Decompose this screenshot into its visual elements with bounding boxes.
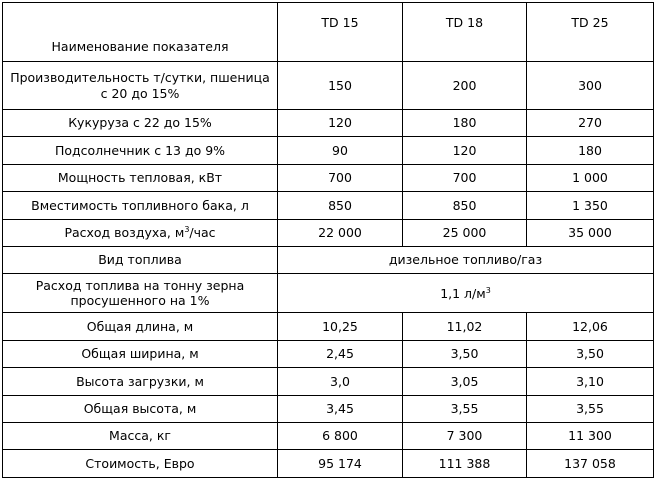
cell-value: 3,55	[403, 395, 527, 422]
cell-value: 3,50	[403, 340, 527, 367]
cell-value: 22 000	[278, 219, 403, 246]
cell-value: 180	[527, 137, 654, 164]
table-row	[3, 246, 654, 273]
table-row	[3, 192, 654, 219]
merged-value-text: 1,1 л/м	[440, 285, 486, 301]
cell-value: 850	[403, 192, 527, 219]
table-row	[3, 395, 654, 422]
row-label-text: Расход воздуха, м	[64, 224, 185, 240]
cell-value: 3,0	[278, 368, 403, 395]
table-row	[3, 340, 654, 367]
specs-table	[2, 2, 654, 478]
table-row	[3, 164, 654, 191]
cell-value: 3,50	[527, 340, 654, 367]
table-row	[3, 110, 654, 137]
cell-value: 6 800	[278, 422, 403, 449]
cell-value: 180	[403, 110, 527, 137]
cell-value: 3,10	[527, 368, 654, 395]
header-cell-td18: TD 18	[403, 3, 527, 62]
table-row	[3, 62, 654, 110]
cell-value: 95 174	[278, 450, 403, 477]
row-label: Мощность тепловая, кВт	[3, 164, 278, 191]
cell-value: 11 300	[527, 422, 654, 449]
cell-value: 1 350	[527, 192, 654, 219]
cell-value: 270	[527, 110, 654, 137]
table-row	[3, 313, 654, 340]
row-label: Общая ширина, м	[3, 340, 278, 367]
cell-value: 35 000	[527, 219, 654, 246]
cell-value: 1 000	[527, 164, 654, 191]
cell-value: 120	[278, 110, 403, 137]
merged-cell-value	[278, 274, 654, 313]
merged-cell-value: дизельное топливо/газ	[278, 246, 654, 273]
cell-value: 137 058	[527, 450, 654, 477]
table-row	[3, 219, 654, 246]
table-row	[3, 450, 654, 477]
table-row	[3, 274, 654, 313]
row-label: Производительность т/сутки, пшеница с 20 до 15%	[3, 62, 278, 110]
cell-value: 120	[403, 137, 527, 164]
row-label: Кукуруза с 22 до 15%	[3, 110, 278, 137]
row-label: Масса, кг	[3, 422, 278, 449]
row-label: Вместимость топливного бака, л	[3, 192, 278, 219]
superscript-3: 3	[485, 285, 491, 295]
table-header-row	[3, 3, 654, 62]
superscript-3: 3	[184, 224, 190, 234]
table-row	[3, 137, 654, 164]
cell-value: 850	[278, 192, 403, 219]
cell-value: 11,02	[403, 313, 527, 340]
cell-value: 2,45	[278, 340, 403, 367]
row-label: Расход топлива на тонну зерна просушенного на 1%	[3, 274, 278, 313]
row-label: Стоимость, Евро	[3, 450, 278, 477]
cell-value: 150	[278, 62, 403, 110]
cell-value: 10,25	[278, 313, 403, 340]
row-label: Высота загрузки, м	[3, 368, 278, 395]
cell-value: 200	[403, 62, 527, 110]
table-row	[3, 368, 654, 395]
header-cell-td15: TD 15	[278, 3, 403, 62]
row-label	[3, 219, 278, 246]
cell-value: 3,55	[527, 395, 654, 422]
cell-value: 3,05	[403, 368, 527, 395]
row-label: Вид топлива	[3, 246, 278, 273]
header-cell-indicator: Наименование показателя	[3, 3, 278, 62]
cell-value: 90	[278, 137, 403, 164]
row-label: Общая длина, м	[3, 313, 278, 340]
row-label: Общая высота, м	[3, 395, 278, 422]
row-label: Подсолнечник с 13 до 9%	[3, 137, 278, 164]
cell-value: 111 388	[403, 450, 527, 477]
cell-value: 25 000	[403, 219, 527, 246]
row-label-unit: /час	[189, 224, 216, 240]
cell-value: 12,06	[527, 313, 654, 340]
cell-value: 700	[403, 164, 527, 191]
cell-value: 700	[278, 164, 403, 191]
cell-value: 300	[527, 62, 654, 110]
cell-value: 7 300	[403, 422, 527, 449]
header-cell-td25: TD 25	[527, 3, 654, 62]
cell-value: 3,45	[278, 395, 403, 422]
table-row	[3, 422, 654, 449]
